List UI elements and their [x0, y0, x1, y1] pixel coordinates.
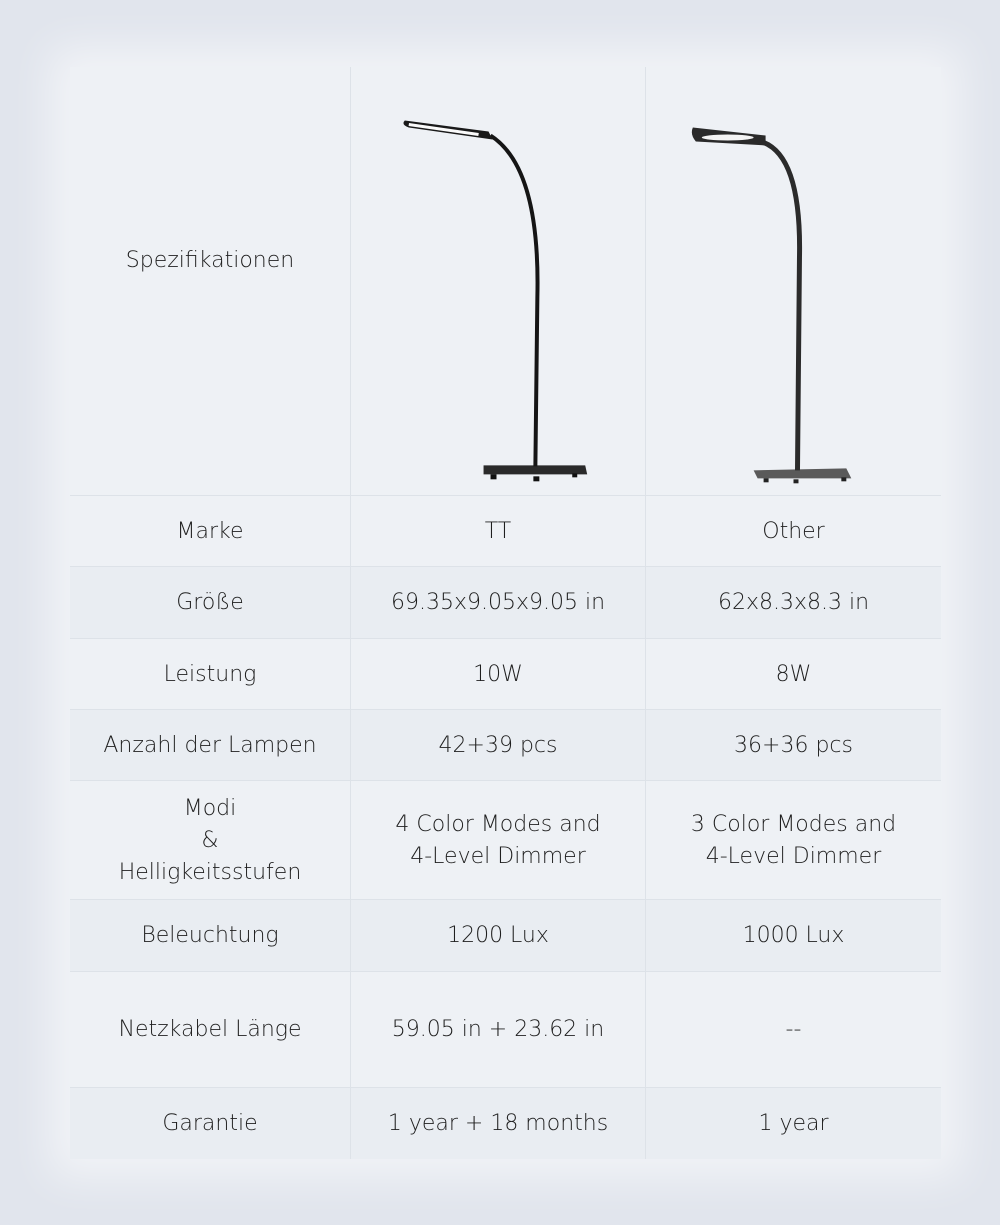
row-label: Garantie — [162, 1110, 258, 1136]
other-value: 1 year — [645, 1088, 941, 1159]
other-lamp-image — [645, 67, 941, 495]
tt-lamp-image — [350, 67, 645, 495]
tt-value: 1 year + 18 months — [350, 1088, 645, 1159]
tt-value: TT — [350, 496, 645, 567]
value-line: 3 Color Modes and — [690, 811, 897, 837]
specs-title: Spezifikationen — [125, 248, 295, 273]
label-line: Helligkeitsstufen — [118, 859, 302, 885]
row-label: Marke — [176, 518, 244, 544]
row-label: Netzkabel Länge — [118, 1017, 302, 1042]
tt-value: 1200 Lux — [350, 900, 645, 972]
row-label: Größe — [176, 590, 244, 615]
table-row-modi — [70, 780, 941, 900]
other-value: 36+36 pcs — [645, 710, 941, 781]
tt-value: 69.35x9.05x9.05 in — [350, 567, 645, 639]
table-row-garantie — [70, 1087, 941, 1159]
tt-value: 59.05 in + 23.62 in — [350, 972, 645, 1088]
row-label: Leistung — [163, 661, 257, 687]
comparison-table — [70, 67, 941, 1158]
table-row-leistung — [70, 638, 941, 710]
tt-value — [350, 781, 645, 900]
table-row-netzkabel — [70, 971, 941, 1088]
table-row-marke — [70, 495, 941, 567]
row-label: Beleuchtung — [141, 923, 279, 948]
tt-value: 10W — [350, 639, 645, 710]
other-value: 8W — [645, 639, 941, 710]
row-label: Anzahl der Lampen — [103, 732, 317, 758]
other-value: -- — [645, 972, 941, 1088]
header-row — [70, 67, 941, 495]
table-row-beleuchtung — [70, 899, 941, 972]
other-value: Other — [645, 496, 941, 567]
value-line: 4-Level Dimmer — [705, 843, 882, 869]
label-line: Modi — [183, 795, 237, 821]
tt-value: 42+39 pcs — [350, 710, 645, 781]
label-line: & — [201, 827, 219, 853]
other-value: 1000 Lux — [645, 900, 941, 972]
table-row-groesse — [70, 566, 941, 639]
other-value: 62x8.3x8.3 in — [645, 567, 941, 639]
other-value — [645, 781, 941, 900]
value-line: 4-Level Dimmer — [410, 843, 586, 869]
table-row-lampen — [70, 709, 941, 781]
row-label — [70, 781, 350, 900]
value-line: 4 Color Modes and — [395, 811, 601, 837]
